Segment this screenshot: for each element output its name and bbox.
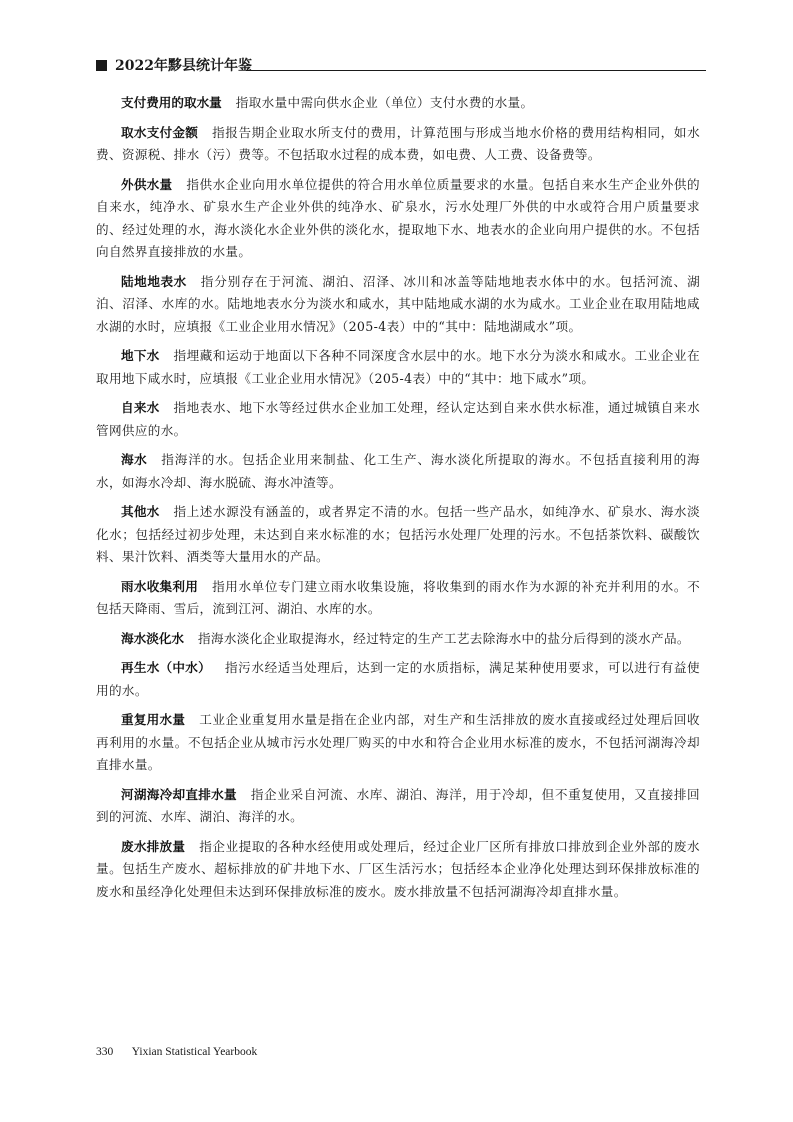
running-header [96,56,706,78]
definition-entry [96,501,700,569]
definition-term: 取水支付金额 [121,124,199,140]
definition-term: 海水 [121,452,148,467]
definition-entry [96,345,700,390]
page-number: 330 [96,1046,114,1058]
definition-text: 指埋藏和运动于地面以下各种不同深度含水层中的水。地下水分为淡水和咸水。工业企业在取用地下咸水时，应填报《工业企业用水情况》（205-4表）中的“其中：地下咸水”项。 [96,348,701,386]
definition-entry [96,784,700,829]
definition-term: 河湖海冷却直排水量 [121,786,237,802]
definition-entry [96,449,700,494]
header-square-marker [96,60,107,71]
definition-text: 指海水淡化企业取提海水，经过特定的生产工艺去除海水中的盐分后得到的淡水产品。 [197,630,690,646]
definition-term: 重复用水量 [121,712,186,727]
definition-term: 其他水 [121,504,160,519]
definition-text: 指污水经适当处理后，达到一定的水质指标，满足某种使用要求，可以进行有益使用的水。 [96,660,700,698]
definition-term: 自来水 [121,400,160,415]
definition-text: 指报告期企业取水所支付的费用，计算范围与形成当地水价格的费用结构相同，如水费、资源税、排水（污）费等。不包括取水过程的成本费，如电费、人工费、设备费等。 [96,124,701,162]
header-rule [246,70,706,71]
page-footer [96,1046,257,1058]
header-title: 2022年黟县统计年鉴 [115,58,252,74]
definition-entry [96,576,700,621]
definition-entry [96,709,700,777]
definition-term: 再生水（中水） [121,660,211,675]
publication-name: Yixian Statistical Yearbook [131,1046,258,1058]
definition-text: 指企业采自河流、水库、湖泊、海洋，用于冷却，但不重复使用，又直接排回到的河流、水库、湖泊、海洋的水。 [96,786,701,824]
definition-entry [96,836,700,904]
definition-text: 指供水企业向用水单位提供的符合用水单位质量要求的水量。包括自来水生产企业外供的自来水，纯净水、矿泉水生产企业外供的纯净水、矿泉水，污水处理厂外供的中水或符合用户质量要求的、经过处理的水，海水淡化水企业外供的淡化水，提取地下水、地表水的企业向用户提供的水。不包括向自然界直接排放的水量。 [96,176,700,259]
definition-term: 陆地地表水 [121,273,187,289]
definition-entry [96,92,700,115]
definition-text: 指上述水源没有涵盖的，或者界定不清的水。包括一些产品水，如纯净水、矿泉水、海水淡化水；包括经过初步处理，未达到自来水标准的水；包括污水处理厂处理的污水。不包括茶饮料、碳酸饮料、果汁饮料、酒类等大量用水的产品。 [96,504,701,564]
definition-text: 指分别存在于河流、湖泊、沼泽、冰川和冰盖等陆地地表水体中的水。包括河流、湖泊、沼泽、水库的水。陆地地表水分为淡水和咸水，其中陆地咸水湖的水为咸水。工业企业在取用陆地咸水湖的水时，应填报《工业企业用水情况》（205-4表）中的“其中：陆地湖咸水”项。 [96,273,701,334]
definition-term: 地下水 [121,348,160,363]
definition-term: 外供水量 [121,176,173,192]
definition-term: 雨水收集利用 [121,578,199,594]
definition-entry [96,657,700,702]
definition-term: 支付费用的取水量 [121,95,222,110]
definition-text: 指海洋的水。包括企业用来制盐、化工生产、海水淡化所提取的海水。不包括直接利用的海水，如海水冷却、海水脱硫、海水冲渣等。 [96,452,701,490]
definition-text: 指企业提取的各种水经使用或处理后，经过企业厂区所有排放口排放到企业外部的废水量。包括生产废水、超标排放的矿井地下水、厂区生活污水；包括经本企业净化处理达到环保排放标准的废水和虽经净化处理但未达到环保排放标准的废水。废水排放量不包括河湖海冷却直排水量。 [96,838,700,899]
definition-term: 海水淡化水 [121,630,184,646]
definition-text: 工业企业重复用水量是指在企业内部，对生产和生活排放的废水直接或经过处理后回收再利用的水量。不包括企业从城市污水处理厂购买的中水和符合企业用水标准的废水，不包括河湖海冷却直排水量。 [96,712,700,772]
definition-entry [96,271,700,339]
definition-text: 指地表水、地下水等经过供水企业加工处理，经认定达到自来水供水标准，通过城镇自来水管网供应的水。 [96,400,701,438]
definition-text: 指取水量中需向供水企业（单位）支付水费的水量。 [235,95,534,110]
definition-entry [96,122,700,167]
definition-entry [96,174,700,264]
definitions-body [96,92,700,910]
definition-entry [96,397,700,442]
definition-entry [96,628,700,651]
definition-term: 废水排放量 [121,838,186,854]
definition-text: 指用水单位专门建立雨水收集设施，将收集到的雨水作为水源的补充并利用的水。不包括天降雨、雪后，流到江河、湖泊、水库的水。 [96,578,701,616]
